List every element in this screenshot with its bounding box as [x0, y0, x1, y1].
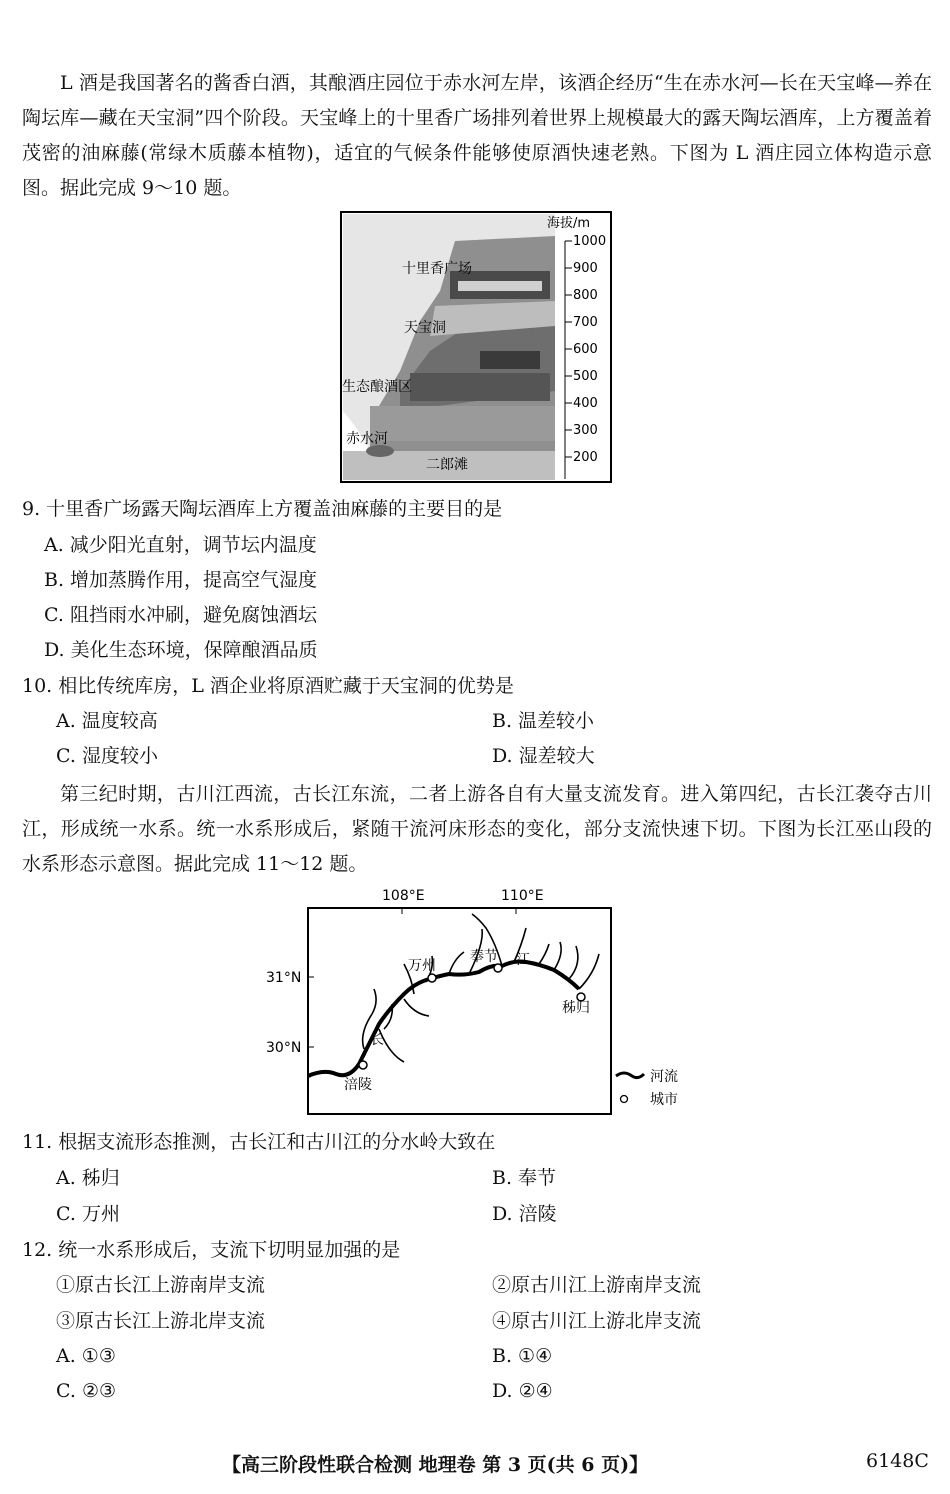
city-wanzhou-marker [428, 974, 436, 982]
tick-200: 200 [573, 450, 598, 465]
river-char-jiang: 江 [516, 952, 530, 968]
q10-option-a: A. 温度较高 [56, 710, 158, 732]
lon-110: 110°E [501, 888, 544, 904]
legend-city-label: 城市 [650, 1092, 678, 1108]
label-tianbao-cave: 天宝洞 [404, 320, 446, 336]
lon-108: 108°E [382, 888, 425, 904]
passage-1: L 酒是我国著名的酱香白酒，其酿酒庄园位于赤水河左岸，该酒企经历“生在赤水河—长在天宝峰—养在陶坛库—藏在天宝洞”四个阶段。天宝峰上的十里香广场排列着世界上规模最大的露天陶坛酒库，上方覆盖着茂密的油麻藤(常绿木质藤本植物)，适宜的气候条件能够使原酒快速老熟。下图为 L 酒庄园立体构造示意图。据此完成 9～10 题。 [22, 72, 932, 199]
footer-text: 【高三阶段性联合检测 地理卷 第 3 页(共 6 页)】 [222, 1454, 649, 1476]
q9-option-b: B. 增加蒸腾作用，提高空气湿度 [44, 569, 318, 591]
tick-400: 400 [573, 396, 598, 411]
city-wanzhou: 万州 [408, 958, 436, 974]
winery-diagram-svg [340, 211, 612, 483]
q11-option-b: B. 奉节 [492, 1167, 557, 1189]
q12-option-b: B. ①④ [492, 1345, 553, 1367]
q12-item-4: ④原古川江上游北岸支流 [492, 1310, 702, 1332]
legend-river-label: 河流 [650, 1069, 678, 1085]
river-map-svg [264, 884, 690, 1120]
footer-code: 6148C [866, 1450, 929, 1472]
tick-700: 700 [573, 315, 598, 330]
city-fuling: 涪陵 [344, 1077, 372, 1093]
city-fengjie-marker [494, 964, 502, 972]
q11-option-a: A. 秭归 [56, 1167, 120, 1189]
q12-option-c: C. ②③ [56, 1380, 117, 1402]
lat-31: 31°N [266, 970, 302, 986]
q9-option-c: C. 阻挡雨水冲刷，避免腐蚀酒坛 [44, 604, 317, 626]
q12-option-a: A. ①③ [56, 1345, 116, 1367]
q11-option-d: D. 涪陵 [492, 1203, 557, 1225]
yangtze-main-river [308, 962, 579, 1077]
q12-item-3: ③原古长江上游北岸支流 [56, 1310, 266, 1332]
q10-option-b: B. 温差较小 [492, 710, 595, 732]
river-char-chang: 长 [370, 1032, 384, 1048]
q12-option-d: D. ②④ [492, 1380, 553, 1402]
figure-winery-diagram [340, 211, 612, 483]
label-erlang-beach: 二郎滩 [426, 457, 468, 473]
label-shilixiang-square: 十里香广场 [402, 261, 472, 277]
label-eco-brewing-zone: 生态酿酒区 [342, 379, 412, 395]
passage-2: 第三纪时期，古川江西流，古长江东流，二者上游各自有大量支流发育。进入第四纪，古长江袭夺古川江，形成统一水系。统一水系形成后，紧随干流河床形态的变化，部分支流快速下切。下图为长江巫山段的水系形态示意图。据此完成 11～12 题。 [22, 783, 932, 875]
axis-title: 海拔/m [547, 216, 591, 231]
q10-stem: 10. 相比传统库房，L 酒企业将原酒贮藏于天宝洞的优势是 [22, 675, 514, 697]
q12-item-1: ①原古长江上游南岸支流 [56, 1274, 266, 1296]
lat-30: 30°N [266, 1040, 302, 1056]
q12-item-2: ②原古川江上游南岸支流 [492, 1274, 702, 1296]
legend-city-symbol [621, 1096, 628, 1103]
tick-900: 900 [573, 261, 598, 276]
q12-stem: 12. 统一水系形成后，支流下切明显加强的是 [22, 1239, 401, 1261]
tick-600: 600 [573, 342, 598, 357]
q10-option-c: C. 湿度较小 [56, 745, 158, 767]
city-fuling-marker [359, 1061, 367, 1069]
tick-500: 500 [573, 369, 598, 384]
label-chishui-river: 赤水河 [346, 431, 388, 447]
q11-stem: 11. 根据支流形态推测，古长江和古川江的分水岭大致在 [22, 1131, 496, 1153]
tick-300: 300 [573, 423, 598, 438]
q9-option-a: A. 减少阳光直射，调节坛内温度 [44, 534, 317, 556]
legend-river-symbol [616, 1073, 644, 1078]
city-fengjie: 奉节 [470, 949, 498, 965]
tributaries [363, 914, 599, 1062]
figure-river-map [264, 884, 690, 1120]
q9-stem: 9. 十里香广场露天陶坛酒库上方覆盖油麻藤的主要目的是 [22, 498, 503, 520]
city-zigui: 秭归 [562, 1000, 590, 1016]
q11-option-c: C. 万州 [56, 1203, 120, 1225]
q10-option-d: D. 湿差较大 [492, 745, 595, 767]
q9-option-d: D. 美化生态环境，保障酿酒品质 [44, 639, 318, 661]
tick-800: 800 [573, 288, 598, 303]
tick-1000: 1000 [573, 234, 607, 249]
